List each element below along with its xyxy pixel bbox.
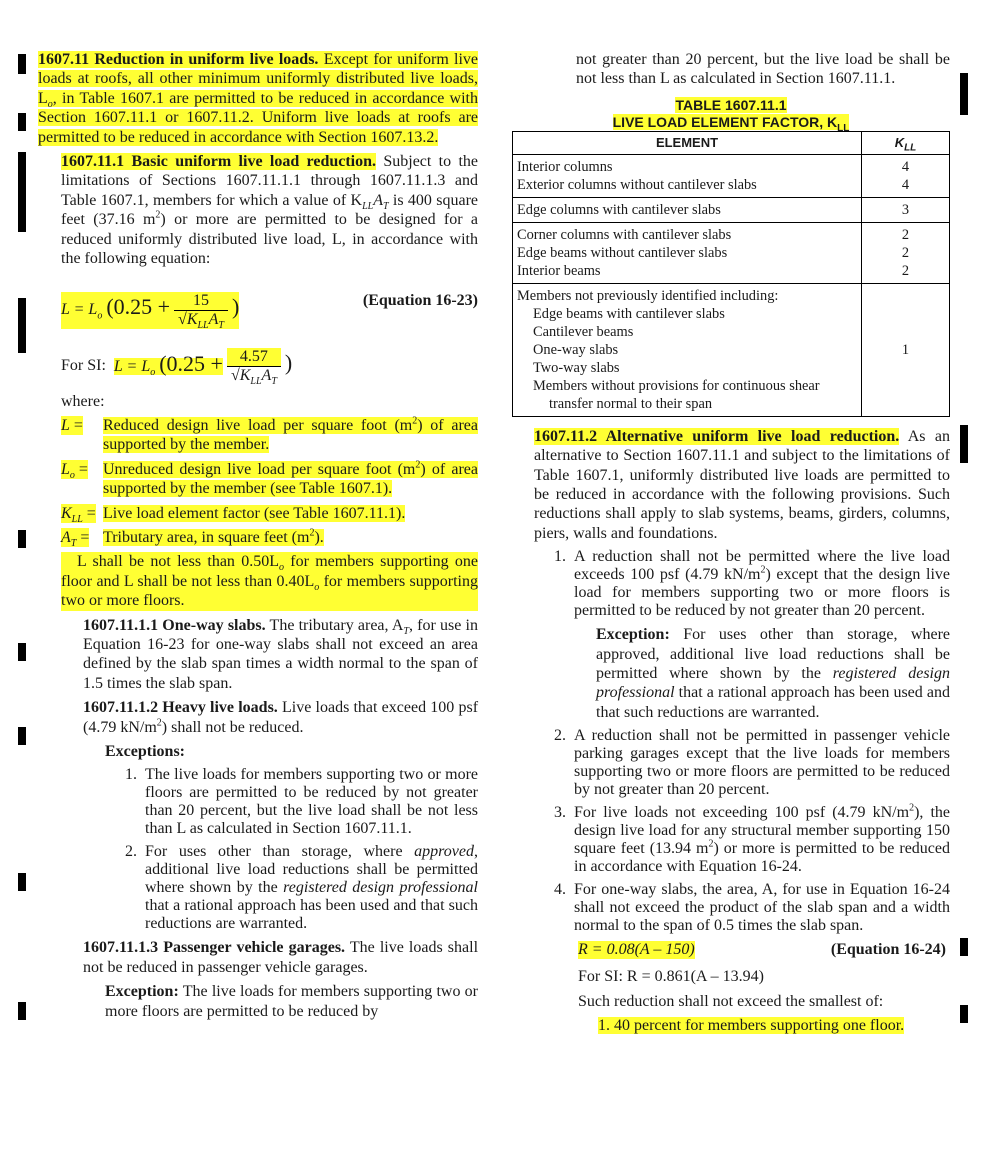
change-bar [18, 152, 26, 232]
equation-text: R = 0.08(A – 150) [578, 941, 695, 959]
list-text: A reduction shall not be permitted in passenger vehicle parking garages except that the live loads for members supporting two or more floors are permitted to be reduced by not greater than 20 percent. [574, 727, 950, 799]
den-text: √K [230, 367, 251, 385]
text-part: 40 percent for members supporting one floor. [614, 1017, 905, 1035]
change-bar [18, 54, 26, 74]
subscript: T [218, 320, 224, 332]
change-bar [960, 73, 968, 115]
element-cell [513, 283, 862, 416]
subscript: LL [904, 142, 917, 154]
exception-item-1 [596, 625, 950, 722]
exception-text: registered design professional [596, 665, 950, 702]
k-value: 4 [901, 158, 910, 175]
list-number: 3. [554, 804, 566, 822]
exception-label: Exception: [105, 983, 179, 1001]
k-value: 3 [901, 201, 910, 218]
section-text: Live loads that exceed 100 psf (4.79 kN/m [83, 699, 479, 736]
equation-16-24 [578, 941, 950, 965]
section-1607-11 [38, 50, 478, 147]
subscript: T [271, 376, 277, 388]
list-text: For one-way slabs, the area, A, for use in Equation 16-24 shall not exceed the product of the slab span and a width normal to the span of 0.5 times the slab span. [574, 881, 950, 935]
equation-label: (Equation 16-23) [362, 292, 478, 310]
section-text: is 400 square feet (37.16 m [61, 191, 478, 229]
sub-list-item [598, 1016, 950, 1035]
superscript: 2 [156, 717, 162, 729]
list-item [554, 727, 950, 799]
text-part: For uses other than storage, where [145, 843, 415, 861]
subscript: T [382, 201, 389, 213]
k-cell [862, 283, 950, 416]
section-title: 1607.11 Reduction in uniform live loads. [38, 51, 319, 68]
list-item [554, 548, 950, 620]
section-text: Except for uniform live loads at roofs, all other minimum uniformly distributed live loads, L [38, 51, 479, 107]
element-group-header: Members not previously identified including: [517, 287, 779, 304]
list-number: 1. [125, 766, 137, 784]
section-1607-11-1-3 [83, 938, 478, 977]
limit-part: L shall be not less than 0.50L [77, 553, 279, 571]
element-name: Interior columns [517, 158, 613, 175]
subscript: o [279, 562, 284, 574]
section-title: 1607.11.1.2 Heavy live loads. [83, 699, 278, 717]
section-text: ) or more are permitted to be designed for a reduced uniformly distributed live load, L, in accordance with the following equation: [61, 211, 478, 268]
k-cell [862, 222, 950, 283]
exception-text: that a rational approach has been used and that such reductions are warranted. [596, 684, 950, 721]
den-text: A [261, 367, 272, 385]
equals: = [78, 460, 88, 478]
equation-fraction [174, 292, 228, 332]
sub-item-text [598, 1017, 904, 1034]
den-text: √K [178, 311, 198, 329]
definition-symbol [61, 416, 83, 435]
definition-symbol [61, 528, 90, 550]
text-part: Tributary area, in square feet (m [103, 528, 310, 546]
list-item [125, 766, 478, 838]
subscript: o [69, 469, 75, 481]
fraction-numerator: 4.57 [227, 348, 281, 366]
superscript: 2 [309, 527, 315, 539]
k-cell [862, 197, 950, 222]
definition-text [103, 460, 478, 499]
definition-symbol [61, 504, 96, 523]
table-subtitle [612, 113, 850, 134]
exceptions-label: Exceptions: [105, 742, 185, 760]
element-name: Exterior columns without cantilever slabs [517, 176, 757, 193]
list-text: The live loads for members supporting two or more floors are permitted to be reduced by not greater than 20 percent, but the live load shall be not less than L as calculated in Section 1607.11.1. [145, 766, 478, 838]
column-header-element: ELEMENT [513, 131, 862, 154]
exception-text: The live loads for members supporting two or more floors are permitted to be reduced by [105, 983, 478, 1020]
element-name: One-way slabs [533, 341, 619, 358]
equals: = [86, 504, 96, 522]
change-bar [960, 1005, 968, 1023]
equals: = [80, 528, 90, 546]
equation-lhs: L = L [113, 357, 151, 375]
superscript: 2 [909, 802, 915, 814]
text-part: Reduced design live load per square foot (m [103, 416, 413, 434]
equation-fraction [227, 348, 281, 388]
list-text [574, 548, 950, 620]
equation-16-23-si [61, 334, 478, 392]
text-part: , additional live load reductions shall be permitted where shown by the [145, 843, 478, 897]
equation-16-24-si: For SI: R = 0.861(A – 13.94) [578, 968, 764, 986]
fraction-denominator [174, 310, 228, 332]
table-row [513, 154, 950, 197]
subscript: o [150, 366, 156, 378]
list-number: 4. [554, 881, 566, 899]
element-cell [513, 222, 862, 283]
section-1607-11-1-1 [83, 616, 478, 694]
change-bar [18, 298, 26, 353]
k-value: 1 [901, 341, 910, 358]
section-text: The live loads shall not be reduced in passenger vehicle garages. [83, 939, 479, 976]
equation-open: (0.25 + [106, 294, 171, 320]
text-part: that a rational approach has been used and that such reductions are warranted. [145, 897, 478, 933]
section-text: , in Table 1607.1 are permitted to be reduced in accordance with Section 1607.11.1 or 1607.11.2. Uniform live loads at roofs are permitted to be reduced in accordance with Section 1607.13.2. [38, 89, 478, 146]
definition-row [61, 460, 478, 499]
column-header-k [862, 131, 950, 154]
text-part: For live loads not exceeding 100 psf (4.79 kN/m [574, 804, 910, 822]
list-number: 2. [125, 843, 137, 861]
section-title: 1607.11.1.3 Passenger vehicle garages. [83, 939, 346, 957]
k-value: 2 [901, 244, 910, 261]
fraction-denominator [227, 366, 281, 388]
list-item [554, 881, 950, 935]
continuation-text: not greater than 20 percent, but the live load be shall be not less than L as calculated in Section 1607.11.1. [576, 51, 950, 88]
equation-close: ) [284, 350, 293, 376]
equation-lhs: L = L [61, 301, 98, 319]
section-text: As an alternative to Section 1607.11.1 and subject to the limitations of Table 1607.1, uniformly distributed live loads are permitted to be reduced in accordance with the following provisions. Such reductions shall apply to slab systems, beams, girders, columns, piers, walls and foundations. [534, 427, 950, 542]
subscript: LL [250, 376, 262, 388]
table-row [513, 283, 950, 416]
header-text: K [894, 134, 905, 150]
section-title: 1607.11.2 Alternative uniform live load reduction. [534, 427, 900, 445]
definition-text [103, 504, 478, 523]
superscript: 2 [760, 564, 766, 576]
list-number: 1. [554, 548, 566, 566]
definition-row [61, 504, 478, 523]
section-1607-11-1-2 [83, 698, 478, 737]
equation-close: ) [231, 294, 240, 320]
definition-text [103, 528, 478, 547]
element-name: Two-way slabs [533, 359, 620, 376]
smallest-text: Such reduction shall not exceed the smallest of: [578, 992, 884, 1010]
section-text: , for use in Equation 16-23 for one-way slabs shall not exceed an area defined by the slab span times a width normal to the span of 1.5 times the slab span. [83, 616, 478, 692]
change-bar [18, 643, 26, 661]
text-part: Live load element factor (see Table 1607.11.1). [103, 504, 406, 522]
k-value: 4 [901, 176, 910, 193]
section-title: 1607.11.1 Basic uniform live load reduction. [61, 153, 377, 171]
text-part: ) except that the design live load for members supporting two or more floors is permitted to be reduced by not greater than 20 percent. [574, 566, 950, 620]
text-part: registered design professional [283, 879, 479, 897]
subscript: o [47, 99, 53, 110]
change-bar [18, 1002, 26, 1020]
element-name: Edge beams with cantilever slabs [533, 305, 725, 322]
change-bar [18, 873, 26, 891]
element-name: Members without provisions for continuous shear transfer normal to their span [533, 377, 820, 412]
section-text: Subject to the limitations of Sections 1607.11.1.1 through 1607.11.1.3 and Table 1607.1, members for which a value of K [61, 153, 478, 209]
section-text: The tributary area, A [269, 616, 404, 634]
list-number: 2. [554, 727, 566, 745]
text-part: A reduction shall not be permitted where the live load exceeds 100 psf (4.79 kN/m [574, 548, 950, 584]
subscript: LL [197, 320, 209, 332]
exception-label: Exception: [596, 626, 670, 644]
table-title: TABLE 1607.11.1 [675, 96, 787, 113]
subscript: o [314, 581, 320, 593]
list-item [125, 843, 478, 933]
element-name: Edge columns with cantilever slabs [517, 201, 721, 218]
equals: = [73, 416, 83, 434]
list-text [574, 804, 950, 876]
k-value: 2 [901, 226, 910, 243]
subscript: LL [71, 513, 83, 525]
text-part: ), the design live load for any structural member supporting 150 square feet (13.94 m [574, 804, 950, 858]
subscript: LL [362, 201, 374, 213]
change-bar [18, 727, 26, 745]
definition-symbol [61, 460, 88, 479]
text-part: approved [414, 843, 474, 861]
text-part: ) of area supported by the member. [103, 416, 478, 454]
symbol: A [373, 191, 383, 209]
list-text [145, 843, 478, 933]
definitions-list [38, 415, 479, 550]
element-name: Interior beams [517, 262, 601, 279]
exception-1607-11-1-3 [105, 982, 478, 1021]
exception-text: For uses other than storage, where approved, additional live load reductions shall be permitted where shown by the [596, 626, 950, 683]
symbol: L [61, 460, 70, 478]
definition-text [103, 416, 478, 455]
section-text: ) shall not be reduced. [161, 718, 304, 736]
superscript: 2 [155, 209, 161, 221]
superscript: 2 [708, 838, 714, 850]
si-prefix: For SI: [61, 357, 106, 375]
definition-row [61, 527, 478, 550]
text-part: ) of area supported by the member (see Table 1607.1). [103, 460, 479, 498]
den-text: A [208, 311, 219, 329]
section-1607-11-1 [61, 152, 478, 268]
right-column [512, 50, 950, 1036]
element-name: Edge beams without cantilever slabs [517, 244, 728, 261]
element-cell [513, 154, 862, 197]
subtitle-text: LIVE LOAD ELEMENT FACTOR, K [612, 113, 838, 130]
symbol: A [61, 528, 71, 546]
table-row [513, 197, 950, 222]
left-column [38, 50, 478, 1021]
section-title: 1607.11.1.1 One-way slabs. [83, 616, 266, 634]
element-cell [513, 197, 862, 222]
change-bar [18, 113, 26, 131]
where-label: where: [61, 393, 105, 411]
superscript: 2 [412, 415, 418, 427]
subscript: T [70, 538, 77, 550]
k-cell [862, 154, 950, 197]
limit-part: for members supporting two or more floors. [61, 572, 478, 610]
change-bar [960, 938, 968, 956]
fraction-numerator: 15 [193, 292, 209, 310]
limit-text [61, 552, 478, 610]
equation-open: (0.25 + [159, 350, 223, 376]
table-row [513, 222, 950, 283]
text-part: Unreduced design live load per square foot (m [103, 460, 416, 478]
live-load-element-factor-table [512, 131, 950, 417]
subscript: T [403, 625, 409, 637]
equation-label: (Equation 16-24) [830, 941, 946, 959]
definition-row [61, 416, 478, 455]
section-1607-11-2 [534, 427, 950, 543]
change-bar [960, 425, 968, 463]
text-part: ). [314, 528, 324, 546]
list-number: 1. [598, 1017, 610, 1035]
change-bar [18, 530, 26, 548]
table-title-block [512, 96, 950, 134]
equation-16-23 [61, 278, 478, 334]
text-part: ) or more is permitted to be reduced in accordance with Equation 16-24. [574, 840, 950, 876]
k-value: 2 [901, 262, 910, 279]
element-name: Corner columns with cantilever slabs [517, 226, 732, 243]
list-item [554, 804, 950, 876]
superscript: 2 [415, 459, 421, 471]
limit-part: for members supporting one floor and L shall be not less than 0.40L [61, 553, 479, 590]
symbol: L [61, 416, 70, 434]
element-name: Cantilever beams [533, 323, 634, 340]
subscript: LL [837, 122, 850, 134]
subscript: o [97, 310, 103, 322]
symbol: K [61, 504, 72, 522]
